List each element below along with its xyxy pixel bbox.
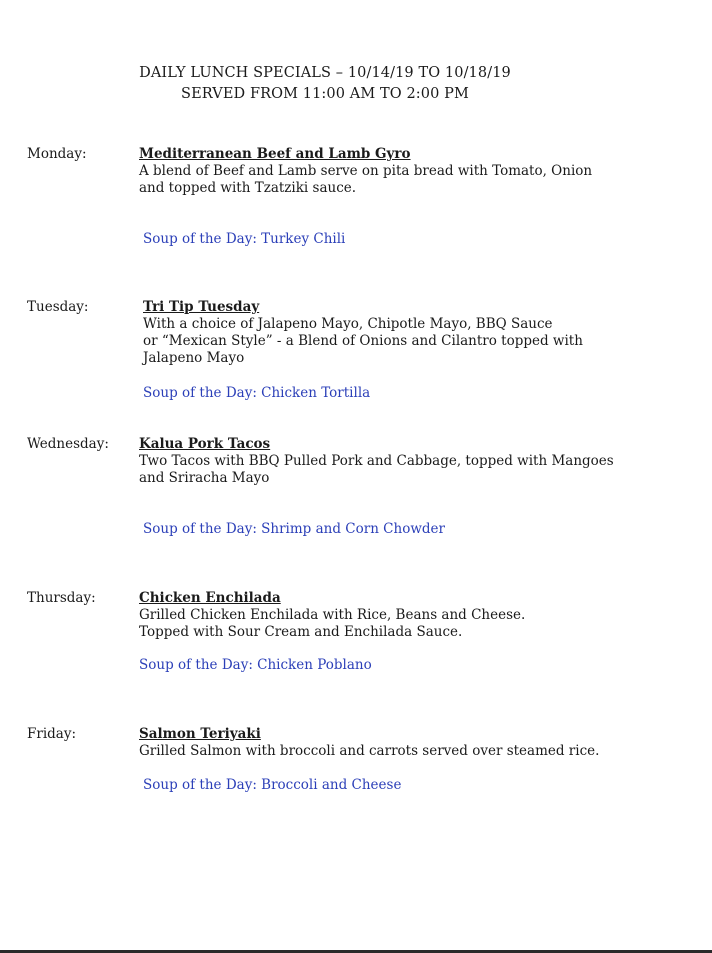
soup-monday: Soup of the Day: Turkey Chili	[143, 231, 346, 247]
special-description-line: With a choice of Jalapeno Mayo, Chipotle Mayo, BBQ Sauce	[143, 316, 553, 332]
title-line-hours: SERVED FROM 11:00 AM TO 2:00 PM	[181, 86, 469, 102]
special-title: Salmon Teriyaki	[139, 726, 261, 742]
special-description-line: and topped with Tzatziki sauce.	[139, 180, 357, 196]
page-title	[0, 63, 650, 105]
day-label-tuesday: Tuesday:	[27, 299, 89, 315]
day-label-wednesday: Wednesday:	[27, 436, 109, 452]
special-title: Chicken Enchilada	[139, 590, 281, 606]
special-friday	[139, 726, 599, 760]
special-wednesday	[139, 436, 614, 487]
soup-wednesday: Soup of the Day: Shrimp and Corn Chowder	[143, 521, 445, 537]
special-description-line: and Sriracha Mayo	[139, 470, 270, 486]
special-title: Mediterranean Beef and Lamb Gyro	[139, 146, 411, 162]
special-description-line: Jalapeno Mayo	[143, 350, 245, 366]
special-description-line: Two Tacos with BBQ Pulled Pork and Cabbage, topped with Mangoes	[139, 453, 614, 469]
day-label-thursday: Thursday:	[27, 590, 96, 606]
special-description-line: A blend of Beef and Lamb serve on pita bread with Tomato, Onion	[139, 163, 593, 179]
day-label-monday: Monday:	[27, 146, 87, 162]
special-description-line: or “Mexican Style” - a Blend of Onions and Cilantro topped with	[143, 333, 583, 349]
special-description-line: Grilled Chicken Enchilada with Rice, Beans and Cheese.	[139, 607, 526, 623]
special-description-line: Grilled Salmon with broccoli and carrots served over steamed rice.	[139, 743, 600, 759]
special-title: Tri Tip Tuesday	[143, 299, 260, 315]
soup-tuesday: Soup of the Day: Chicken Tortilla	[143, 385, 371, 401]
special-title: Kalua Pork Tacos	[139, 436, 271, 452]
special-thursday	[139, 590, 525, 641]
soup-friday: Soup of the Day: Broccoli and Cheese	[143, 777, 402, 793]
title-line-dates: DAILY LUNCH SPECIALS – 10/14/19 TO 10/18/19	[139, 65, 511, 81]
day-label-friday: Friday:	[27, 726, 77, 742]
special-tuesday	[143, 299, 583, 367]
soup-thursday: Soup of the Day: Chicken Poblano	[139, 657, 372, 673]
special-monday	[139, 146, 592, 197]
special-description-line: Topped with Sour Cream and Enchilada Sauce.	[139, 624, 463, 640]
